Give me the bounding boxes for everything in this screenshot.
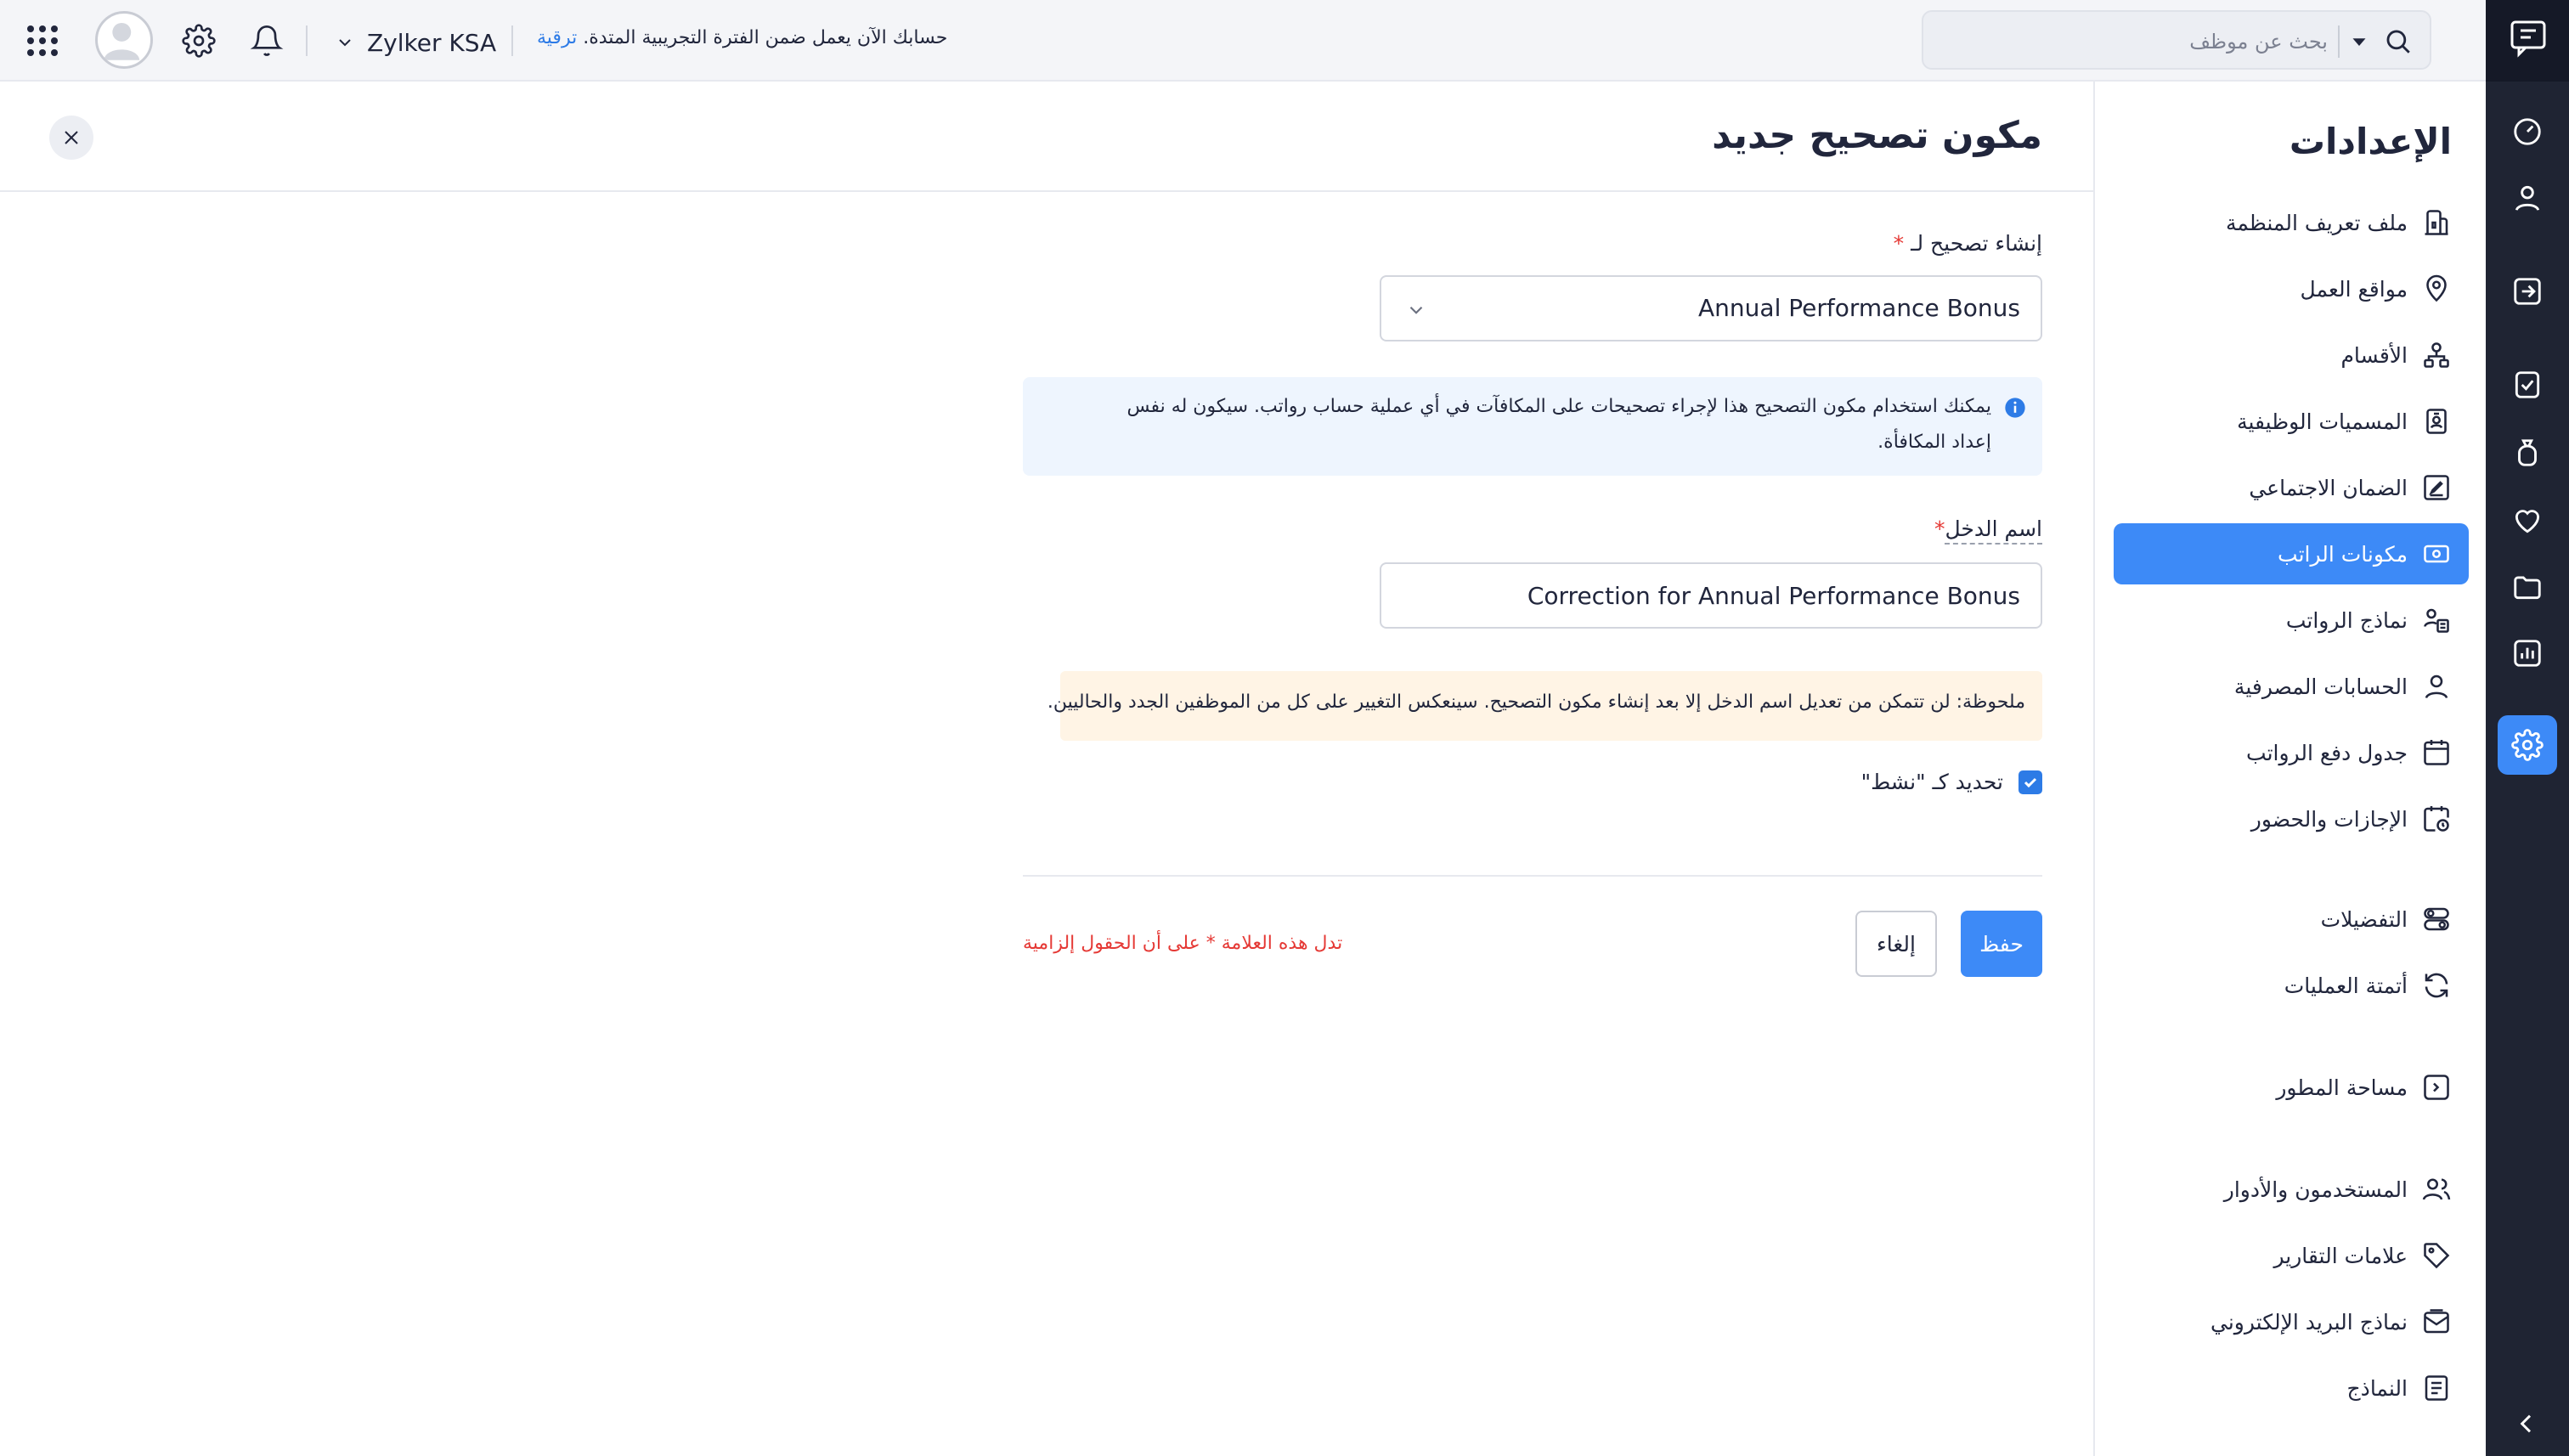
sidebar-item-departments[interactable]	[2114, 324, 2469, 386]
document-icon	[2421, 1373, 2452, 1403]
sidebar-item-label: جدول دفع الرواتب	[2246, 740, 2408, 765]
sidebar-item-reporting-tags[interactable]	[2114, 1225, 2469, 1286]
sidebar-item-social-insurance[interactable]	[2114, 457, 2469, 518]
chevron-down-icon	[1405, 299, 1427, 321]
sidebar-item-leave-attendance[interactable]	[2114, 788, 2469, 849]
employees-icon[interactable]	[2511, 182, 2544, 214]
sidebar-item-label: الحسابات المصرفية	[2233, 674, 2408, 699]
sidebar-item-label: مكونات الراتب	[2278, 541, 2408, 567]
sidebar-item-salary-templates[interactable]	[2114, 590, 2469, 651]
mark-active-label: تحديد كـ "نشط"	[1860, 770, 2003, 794]
mail-template-icon	[2421, 1306, 2452, 1337]
trial-message: حسابك الآن يعمل ضمن الفترة التجريبية المتدة.	[583, 27, 948, 48]
info-text: يمكنك استخدام مكون التصحيح هذا لإجراء تصحيحات على المكافآت في أي عملية حساب رواتب. سيكون له نفس إعداد المكافأة.	[1126, 396, 1991, 453]
users-icon	[2421, 1174, 2452, 1205]
settings-rail-button[interactable]	[2498, 715, 2557, 775]
caret-down-icon[interactable]	[2346, 27, 2372, 56]
sidebar-item-email-templates[interactable]	[2114, 1291, 2469, 1352]
sidebar-item-label: مواقع العمل	[2300, 276, 2408, 302]
create-for-label-text: إنشاء تصحيح لـ	[1911, 231, 2042, 256]
calendar-icon	[2421, 737, 2452, 768]
sidebar-item-label: مساحة المطور	[2276, 1075, 2408, 1100]
sidebar-item-label: نماذج الرواتب	[2285, 607, 2408, 633]
correction-component-panel	[0, 82, 2093, 1456]
upgrade-link[interactable]: ترقية	[537, 27, 578, 48]
sidebar-item-organization-profile[interactable]	[2114, 192, 2469, 253]
sidebar-item-designations[interactable]	[2114, 391, 2469, 452]
code-box-icon	[2421, 1072, 2452, 1103]
user-list-icon	[2421, 605, 2452, 635]
note-text: ملحوظة: لن تتمكن من تعديل اسم الدخل إلا بعد إنشاء مكون التصحيح. سينعكس التغيير على كل من الموظفين الجدد والحاليين.	[1047, 691, 2025, 713]
settings-icon	[2511, 729, 2544, 761]
earning-name-input[interactable]	[1380, 562, 2042, 629]
sidebar-item-preferences[interactable]	[2114, 889, 2469, 950]
org-name: Zylker KSA	[367, 28, 497, 57]
money-bag-icon[interactable]	[2511, 437, 2544, 469]
payroll-logo-icon	[2509, 19, 2548, 59]
tag-icon	[2421, 1240, 2452, 1271]
collapse-chevron-icon[interactable]	[2513, 1410, 2540, 1437]
search-input[interactable]	[1962, 22, 2328, 61]
settings-sidebar	[2093, 82, 2486, 1456]
org-switcher[interactable]	[335, 25, 496, 59]
gear-icon[interactable]	[182, 24, 216, 58]
create-for-value: Annual Performance Bonus	[1698, 294, 2020, 322]
divider	[2338, 25, 2340, 58]
required-mark: *	[1893, 231, 1905, 256]
sidebar-item-salary-components[interactable]	[2114, 523, 2469, 584]
sidebar-item-label: نماذج البريد الإلكتروني	[2210, 1309, 2408, 1335]
close-icon	[61, 127, 82, 148]
sidebar-item-pay-schedule[interactable]	[2114, 722, 2469, 783]
id-badge-icon	[2421, 406, 2452, 437]
required-mark: *	[1934, 516, 1945, 541]
info-callout	[1023, 377, 2042, 476]
approvals-icon[interactable]	[2511, 369, 2544, 401]
mark-active-checkbox[interactable]	[2019, 770, 2042, 794]
page-title: مكون تصحيح جديد	[1712, 114, 2042, 157]
cancel-button[interactable]: إلغاء	[1855, 911, 1937, 977]
user-bank-icon	[2421, 671, 2452, 702]
sidebar-item-developer-space[interactable]	[2114, 1057, 2469, 1118]
employee-search[interactable]	[1922, 10, 2431, 70]
create-for-label	[1894, 231, 2042, 256]
sidebar-item-label: الإجازات والحضور	[2250, 806, 2408, 832]
divider	[306, 25, 308, 56]
sidebar-item-label: ملف تعريف المنظمة	[2225, 210, 2408, 235]
shield-edit-icon	[2421, 472, 2452, 503]
trial-banner	[537, 27, 947, 48]
app-rail	[2486, 0, 2569, 1456]
sidebar-item-label: علامات التقارير	[2273, 1243, 2408, 1268]
sidebar-item-label: الضمان الاجتماعي	[2249, 475, 2408, 500]
preferences-icon	[2421, 904, 2452, 934]
earning-name-label-text: اسم الدخل	[1945, 516, 2042, 545]
bell-icon[interactable]	[250, 24, 284, 58]
avatar[interactable]	[95, 11, 153, 69]
sidebar-item-label: الأقسام	[2340, 342, 2408, 368]
note-callout	[1047, 671, 2042, 741]
cash-icon	[2421, 539, 2452, 569]
sync-icon	[2421, 970, 2452, 1001]
sidebar-item-label: التفضيلات	[2320, 906, 2408, 932]
close-button[interactable]	[49, 116, 93, 160]
pay-runs-icon[interactable]	[2511, 275, 2544, 308]
top-bar	[0, 0, 2486, 82]
form-divider	[1023, 875, 2042, 877]
app-logo[interactable]	[2486, 0, 2569, 82]
sidebar-item-work-locations[interactable]	[2114, 258, 2469, 319]
save-button[interactable]: حفظ	[1961, 911, 2042, 977]
reports-icon[interactable]	[2511, 637, 2544, 669]
apps-grid-icon[interactable]	[25, 24, 59, 58]
calendar-clock-icon	[2421, 804, 2452, 834]
location-pin-icon	[2421, 274, 2452, 304]
create-for-select[interactable]	[1380, 275, 2042, 341]
panel-header	[0, 82, 2093, 192]
sidebar-item-users-roles[interactable]	[2114, 1159, 2469, 1220]
search-icon[interactable]	[2384, 27, 2413, 56]
sidebar-item-label: المسميات الوظيفية	[2237, 409, 2408, 434]
earning-name-label	[1934, 516, 2042, 541]
divider	[511, 25, 513, 56]
sidebar-item-label: أتمتة العمليات	[2284, 973, 2408, 998]
building-icon	[2421, 207, 2452, 238]
mark-active-row	[1861, 770, 2042, 794]
sidebar-item-automation[interactable]	[2114, 955, 2469, 1016]
mandatory-fields-note: تدل هذه العلامة * على أن الحقول إلزامية	[1023, 933, 1343, 954]
check-icon	[2022, 774, 2039, 791]
folder-icon[interactable]	[2511, 571, 2544, 603]
heart-icon[interactable]	[2511, 505, 2544, 537]
sidebar-item-label: المستخدمون والأدوار	[2223, 1177, 2408, 1202]
sidebar-item-templates[interactable]	[2114, 1357, 2469, 1419]
sidebar-item-bank-accounts[interactable]	[2114, 656, 2469, 717]
chevron-down-icon	[335, 32, 355, 53]
org-chart-icon	[2421, 340, 2452, 370]
sidebar-item-label: النماذج	[2346, 1375, 2408, 1401]
dashboard-icon[interactable]	[2511, 116, 2544, 148]
sidebar-title: الإعدادات	[2289, 121, 2452, 162]
